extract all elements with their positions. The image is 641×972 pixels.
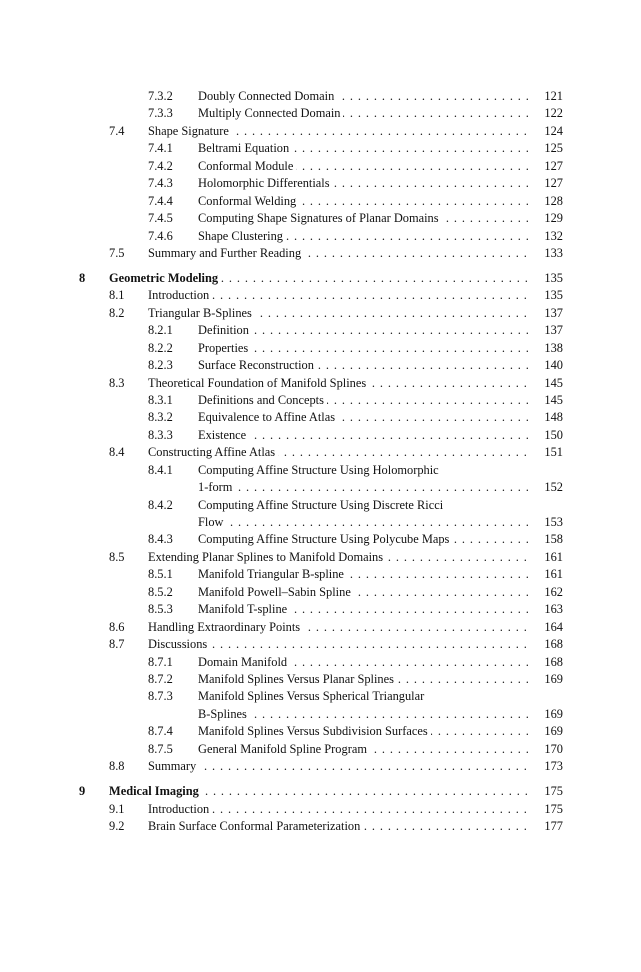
toc-entry-number: 7.3.2 xyxy=(148,89,173,103)
toc-entry-title-text: Handling Extraordinary Points xyxy=(148,620,303,634)
toc-entry-page: 129 xyxy=(544,211,563,226)
toc-entry-title-text: Triangular B-Splines xyxy=(148,306,255,320)
toc-entry xyxy=(0,322,641,339)
toc-entry xyxy=(0,671,641,688)
toc-entry-title xyxy=(198,723,529,740)
toc-entry xyxy=(0,497,641,514)
toc-entry xyxy=(0,392,641,409)
toc-entry-title-text: Conformal Module xyxy=(198,159,296,173)
toc-entry xyxy=(0,340,641,357)
toc-entry xyxy=(0,305,641,322)
toc-entry xyxy=(0,123,641,140)
toc-entry-page: 138 xyxy=(544,340,563,355)
toc-entry-title xyxy=(198,566,529,583)
toc-entry-title-text: Doubly Connected Domain xyxy=(198,89,337,103)
toc-entry-title xyxy=(198,392,529,409)
toc-entry-number: 9 xyxy=(79,784,86,799)
toc-entry-title-text: Definition xyxy=(198,323,252,337)
toc-entry-page: 168 xyxy=(544,637,563,652)
toc-entry-title xyxy=(198,514,529,531)
toc-entry-title-text: Computing Affine Structure Using Discrete Ricci xyxy=(198,498,446,512)
toc-entry xyxy=(0,210,641,227)
toc-entry-number: 8.7.3 xyxy=(148,689,173,704)
toc-entry-title-text: Computing Affine Structure Using Holomorphic xyxy=(198,463,442,477)
toc-entry-page: 148 xyxy=(544,410,563,425)
toc-entry-title xyxy=(198,741,529,758)
toc-entry-title xyxy=(109,783,529,800)
toc-entry-page: 137 xyxy=(544,305,563,320)
toc-entry-page: 164 xyxy=(544,619,563,634)
toc-entry-title xyxy=(109,270,529,287)
toc-entry-title xyxy=(198,497,529,514)
toc-entry-title-text: General Manifold Spline Program xyxy=(198,742,370,756)
toc-entry-page: 175 xyxy=(544,801,563,816)
toc-entry-page: 163 xyxy=(544,602,563,617)
toc-entry-number: 8.6 xyxy=(109,619,125,634)
toc-entry-page: 169 xyxy=(544,724,563,739)
toc-entry-number: 8.7.5 xyxy=(148,741,173,756)
toc-entry-number: 8.5.3 xyxy=(148,602,173,617)
toc-entry xyxy=(0,706,641,723)
toc-entry-title-text: Flow xyxy=(198,515,226,529)
toc-entry-title-text: Extending Planar Splines to Manifold Domains xyxy=(148,550,386,564)
toc-entry-page: 161 xyxy=(544,567,563,582)
toc-entry-page: 133 xyxy=(544,245,563,260)
toc-entry xyxy=(0,140,641,157)
toc-entry-title-text: Medical Imaging xyxy=(109,784,202,798)
toc-entry-title xyxy=(148,549,529,566)
toc-entry-title xyxy=(198,601,529,618)
toc-entry-title xyxy=(148,619,529,636)
toc-entry-page: 124 xyxy=(544,123,563,138)
toc-entry-title-text: Multiply Connected Domain xyxy=(198,106,343,120)
toc-entry-number: 9.2 xyxy=(109,818,125,833)
toc-entry-number: 8.5 xyxy=(109,549,125,564)
toc-entry-title-text: Manifold Splines Versus Subdivision Surfaces xyxy=(198,724,431,738)
table-of-contents xyxy=(0,88,641,835)
toc-entry-title xyxy=(198,706,529,723)
toc-entry-number: 7.4 xyxy=(109,123,125,138)
toc-entry xyxy=(0,584,641,601)
toc-entry xyxy=(0,723,641,740)
toc-entry-title-text: Definitions and Concepts xyxy=(198,393,327,407)
toc-entry-title-text: Equivalence to Affine Atlas xyxy=(198,410,338,424)
toc-entry-title-text: Computing Shape Signatures of Planar Domains xyxy=(198,211,442,225)
toc-entry-title-text: Surface Reconstruction xyxy=(198,358,317,372)
toc-entry-title-text: Introduction xyxy=(148,288,212,302)
toc-entry-title xyxy=(198,322,529,339)
toc-entry-page: 127 xyxy=(544,176,563,191)
toc-entry-title xyxy=(198,228,529,245)
toc-entry-title-text: Computing Affine Structure Using Polycube Maps xyxy=(198,532,452,546)
toc-entry-page: 121 xyxy=(544,89,563,103)
toc-entry-number: 9.1 xyxy=(109,801,125,816)
toc-entry-number: 8.2 xyxy=(109,305,125,320)
toc-entry-page: 145 xyxy=(544,392,563,407)
toc-entry-page: 175 xyxy=(544,784,563,799)
toc-entry-number: 7.4.3 xyxy=(148,176,173,191)
toc-entry-title xyxy=(198,88,529,105)
toc-entry-number: 8.2.2 xyxy=(148,340,173,355)
toc-entry-title-text: Shape Clustering xyxy=(198,229,286,243)
toc-entry-title xyxy=(198,357,529,374)
toc-entry xyxy=(0,801,641,818)
toc-entry xyxy=(0,357,641,374)
toc-entry-title xyxy=(198,140,529,157)
toc-entry-title-text: Holomorphic Differentials xyxy=(198,176,333,190)
toc-entry xyxy=(0,514,641,531)
toc-entry-number: 8.4.1 xyxy=(148,462,173,477)
toc-entry-title-text: Discussions xyxy=(148,637,210,651)
toc-entry xyxy=(0,758,641,775)
toc-entry-title xyxy=(148,758,529,775)
toc-entry xyxy=(0,818,641,835)
toc-entry-number: 7.4.4 xyxy=(148,193,173,208)
toc-entry-page: 125 xyxy=(544,141,563,156)
toc-entry xyxy=(0,158,641,175)
toc-entry-number: 8.3 xyxy=(109,375,125,390)
toc-entry xyxy=(0,479,641,496)
toc-entry-title-text: Introduction xyxy=(148,802,212,816)
toc-entry-title xyxy=(198,158,529,175)
toc-entry-page: 169 xyxy=(544,671,563,686)
toc-entry xyxy=(0,636,641,653)
toc-entry-page: 161 xyxy=(544,549,563,564)
toc-entry-number: 7.5 xyxy=(109,245,125,260)
toc-entry-page: 127 xyxy=(544,158,563,173)
toc-entry-number: 7.4.2 xyxy=(148,158,173,173)
toc-entry-number: 7.4.1 xyxy=(148,141,173,156)
toc-entry-title-text: Theoretical Foundation of Manifold Splines xyxy=(148,376,369,390)
toc-entry-title-text: Summary xyxy=(148,759,199,773)
toc-entry-page: 128 xyxy=(544,193,563,208)
toc-entry xyxy=(0,601,641,618)
toc-entry xyxy=(0,688,641,705)
toc-entry-page: 135 xyxy=(544,288,563,303)
toc-entry xyxy=(0,741,641,758)
toc-entry-title xyxy=(148,636,529,653)
toc-entry-page: 150 xyxy=(544,427,563,442)
toc-entry-number: 8.1 xyxy=(109,288,125,303)
toc-entry-title-text: Conformal Welding xyxy=(198,194,299,208)
toc-entry-page: 135 xyxy=(544,270,563,285)
toc-entry-title-text: Manifold Powell–Sabin Spline xyxy=(198,585,354,599)
toc-entry xyxy=(0,783,641,800)
toc-entry-page: 173 xyxy=(544,759,563,774)
toc-entry xyxy=(0,245,641,262)
toc-entry xyxy=(0,409,641,426)
toc-entry-page: 177 xyxy=(544,818,563,833)
toc-entry xyxy=(0,88,641,105)
toc-entry-number: 7.4.6 xyxy=(148,228,173,243)
toc-entry-title xyxy=(198,479,529,496)
toc-entry-title-text: Domain Manifold xyxy=(198,655,290,669)
toc-entry-title xyxy=(198,105,529,122)
toc-entry-page: 151 xyxy=(544,445,563,460)
toc-entry-title xyxy=(198,210,529,227)
toc-entry-title-text: Manifold Splines Versus Planar Splines xyxy=(198,672,397,686)
toc-entry-title-text: Brain Surface Conformal Parameterization xyxy=(148,819,363,833)
toc-entry-number: 8.4.2 xyxy=(148,497,173,512)
toc-entry-page: 153 xyxy=(544,515,563,529)
toc-entry-title-text: B-Splines xyxy=(198,707,250,721)
toc-entry xyxy=(0,566,641,583)
toc-entry-page: 140 xyxy=(544,358,563,373)
toc-entry-page: 169 xyxy=(544,706,563,721)
toc-entry-title xyxy=(198,340,529,357)
toc-entry-title xyxy=(148,305,529,322)
toc-entry-page: 137 xyxy=(544,323,563,338)
toc-entry xyxy=(0,270,641,287)
toc-entry-title-text: Geometric Modeling xyxy=(109,271,221,285)
toc-entry-page: 170 xyxy=(544,741,563,756)
toc-entry-number: 7.4.5 xyxy=(148,211,173,226)
toc-entry-number: 8.4.3 xyxy=(148,532,173,547)
toc-entry xyxy=(0,654,641,671)
toc-entry-title xyxy=(198,462,529,479)
toc-entry-title xyxy=(148,245,529,262)
toc-entry-title-text: Constructing Affine Atlas xyxy=(148,445,278,459)
toc-entry-title xyxy=(198,584,529,601)
toc-entry-page: 158 xyxy=(544,532,563,547)
toc-entry-title-text: Shape Signature xyxy=(148,124,232,138)
toc-entry-number: 7.3.3 xyxy=(148,106,173,121)
toc-entry-title xyxy=(148,818,529,835)
toc-entry-title-text: Beltrami Equation xyxy=(198,141,292,155)
toc-entry-title xyxy=(148,375,529,392)
toc-entry-title xyxy=(198,409,529,426)
toc-entry-title xyxy=(198,654,529,671)
toc-entry-page: 132 xyxy=(544,228,563,243)
toc-entry-number: 8.3.1 xyxy=(148,392,173,407)
toc-entry xyxy=(0,462,641,479)
toc-entry-title xyxy=(148,444,529,461)
toc-entry xyxy=(0,549,641,566)
toc-entry-title xyxy=(198,688,529,705)
toc-entry-number: 8.5.1 xyxy=(148,567,173,582)
toc-entry-number: 8.5.2 xyxy=(148,584,173,599)
toc-entry-number: 8.7.4 xyxy=(148,724,173,739)
toc-entry-title-text: Summary and Further Reading xyxy=(148,246,304,260)
toc-entry-title-text: Manifold Triangular B-spline xyxy=(198,567,347,581)
toc-entry-title xyxy=(198,671,529,688)
toc-entry-title xyxy=(148,801,529,818)
toc-entry xyxy=(0,175,641,192)
toc-entry xyxy=(0,193,641,210)
toc-entry-number: 8.8 xyxy=(109,759,125,774)
toc-entry-title-text: Existence xyxy=(198,428,249,442)
toc-entry xyxy=(0,375,641,392)
toc-entry xyxy=(0,444,641,461)
toc-entry-number: 8.7 xyxy=(109,637,125,652)
toc-entry xyxy=(0,105,641,122)
toc-entry-page: 122 xyxy=(544,106,563,121)
toc-entry-number: 8.2.3 xyxy=(148,358,173,373)
toc-entry-title xyxy=(198,531,529,548)
toc-entry-number: 8.3.2 xyxy=(148,410,173,425)
toc-entry-title-text: Properties xyxy=(198,341,251,355)
toc-entry-title-text: Manifold Splines Versus Spherical Triangular xyxy=(198,689,427,703)
toc-entry-number: 8.3.3 xyxy=(148,427,173,442)
toc-entry xyxy=(0,531,641,548)
toc-entry-number: 8 xyxy=(79,270,86,285)
toc-entry-title xyxy=(148,123,529,140)
toc-entry-title-text: 1-form xyxy=(198,480,235,494)
toc-entry xyxy=(0,228,641,245)
toc-entry-page: 152 xyxy=(544,480,563,495)
toc-entry xyxy=(0,287,641,304)
toc-entry-number: 8.2.1 xyxy=(148,323,173,338)
toc-entry-page: 168 xyxy=(544,654,563,669)
toc-entry-title-text: Manifold T-spline xyxy=(198,602,290,616)
toc-entry-number: 8.7.2 xyxy=(148,671,173,686)
toc-entry xyxy=(0,427,641,444)
toc-entry-page: 145 xyxy=(544,375,563,390)
toc-entry-page: 162 xyxy=(544,584,563,599)
toc-entry xyxy=(0,619,641,636)
toc-entry-number: 8.7.1 xyxy=(148,654,173,669)
toc-entry-title xyxy=(198,427,529,444)
toc-entry-title xyxy=(198,193,529,210)
toc-entry-number: 8.4 xyxy=(109,445,125,460)
toc-entry-title xyxy=(198,175,529,192)
toc-entry-title xyxy=(148,287,529,304)
